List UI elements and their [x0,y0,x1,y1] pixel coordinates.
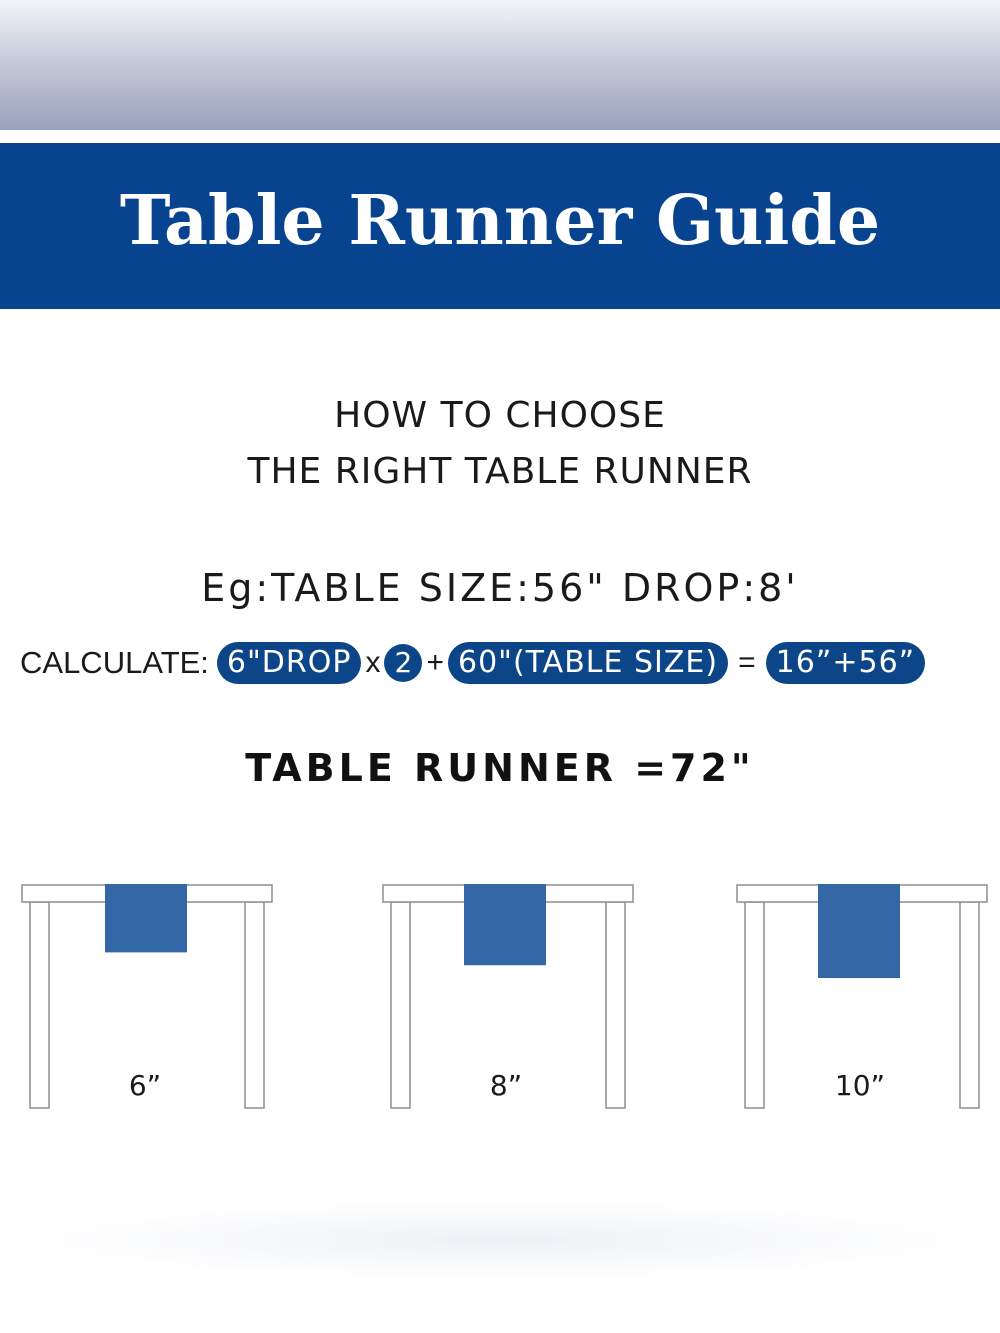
drop-label: 8” [489,1069,523,1102]
table-leg [960,902,979,1108]
subtitle-line-2: THE RIGHT TABLE RUNNER [247,451,753,492]
result-line: TABLE RUNNER =72" [245,746,755,790]
table-illustration [383,884,633,1108]
drop-label: 10” [834,1069,886,1102]
table-illustration [737,884,987,1108]
table-runner [818,884,900,978]
top-gradient-band [0,0,1000,130]
table-leg [30,902,49,1108]
bottom-fade [0,1200,1000,1280]
equals-sign: = [738,646,756,679]
table-leg [391,902,410,1108]
subtitle-line-1: HOW TO CHOOSE [334,395,666,436]
table-runner [105,884,187,952]
plus-sign: + [426,646,444,679]
times-sign: x [365,646,381,679]
table-illustration [22,884,272,1108]
title-banner [0,143,1000,309]
result-pill: 16”+56” [766,642,926,684]
table-runner [464,884,546,965]
table-leg [606,902,625,1108]
drop-label: 6” [128,1069,162,1102]
table-leg [745,902,764,1108]
multiplier-badge: 2 [384,644,422,682]
subtitle [0,388,1000,500]
page-title: Table Runner Guide [119,181,881,261]
drop-pill: 6"DROP [217,642,362,684]
calculation-row [20,640,925,686]
tables-diagram [0,860,1000,1130]
calculate-label: CALCULATE: [20,645,209,680]
table-leg [245,902,264,1108]
example-line: Eg:TABLE SIZE:56" DROP:8' [201,566,799,610]
table-size-pill: 60"(TABLE SIZE) [448,642,728,684]
